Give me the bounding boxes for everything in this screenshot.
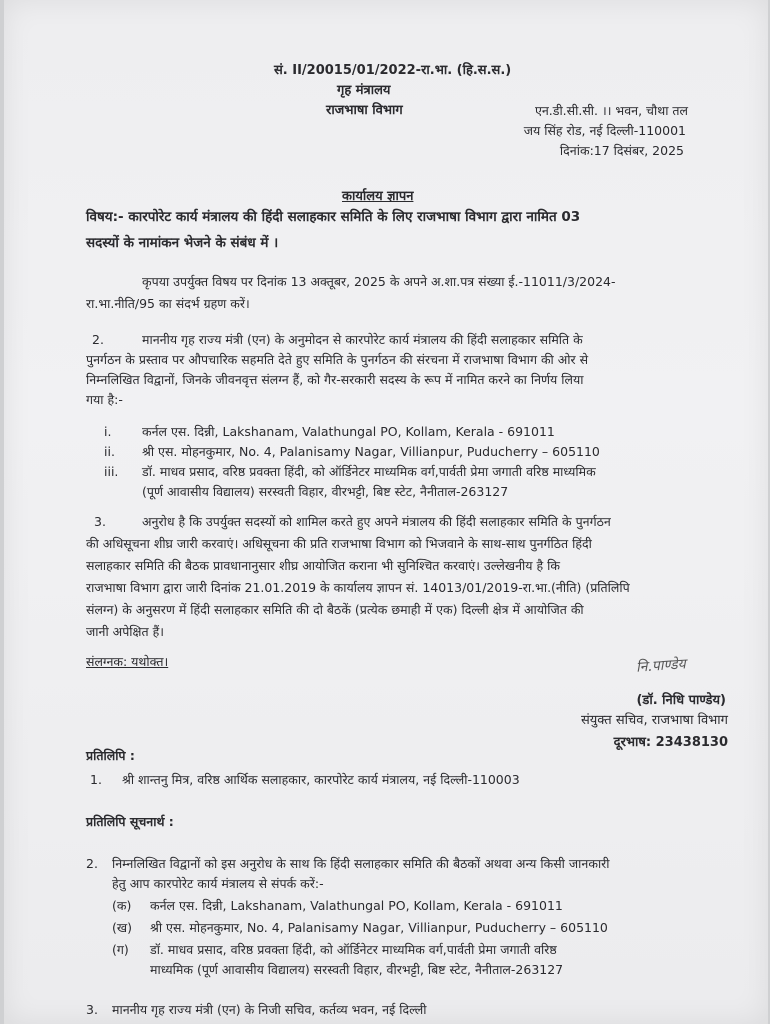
handwritten-signature: नि.पाण्डेय: [635, 656, 687, 676]
nominee-3: डॉ. माधव प्रसाद, वरिष्ठ प्रवक्ता हिंदी, को ऑर्डिनेटर माध्यमिक वर्ग,पार्वती प्रेमा जगाती वरिष्ठ माध्यमिक: [142, 464, 596, 479]
para3-line-4: राजभाषा विभाग द्वारा जारी दिनांक 21.01.2019 के कार्यालय ज्ञापन सं. 14013/01/2019-रा.भा.(नीति) (प्रतिलिपि: [86, 580, 630, 595]
subject-line-1: विषय:- कारपोरेट कार्य मंत्रालय की हिंदी सलाहकार समिति के लिए राजभाषा विभाग द्वारा नामित 03: [86, 209, 581, 225]
copy-to-recipient: श्री शान्तनु मित्र, वरिष्ठ आर्थिक सलाहकार, कारपोरेट कार्य मंत्रालय, नई दिल्ली-110003: [122, 772, 520, 787]
nominee-list: [104, 422, 744, 502]
para3-line-3: सलाहकार समिति की बैठक प्रावधानानुसार शीघ्र आयोजित कराना भी सुनिश्चित करवाएं। उल्लेखनीय है कि: [86, 558, 560, 573]
subitem-ga-number: (ग): [112, 942, 129, 957]
nominee-2-number: ii.: [104, 444, 115, 459]
memo-title: कार्यालय ज्ञापन: [342, 189, 414, 204]
subitem-ga: डॉ. माधव प्रसाद, वरिष्ठ प्रवक्ता हिंदी, को ऑर्डिनेटर माध्यमिक वर्ग,पार्वती प्रेमा जगाती वरिष्ठ: [150, 942, 557, 957]
copy-info-sublist: [112, 896, 752, 984]
signatory-designation: संयुक्त सचिव, राजभाषा विभाग: [580, 713, 728, 728]
enclosure-note: संलग्नक: यथोक्त।: [86, 654, 169, 669]
date-line: दिनांक:17 दिसंबर, 2025: [559, 143, 684, 158]
copy-info-heading: प्रतिलिपि सूचनार्थ :: [86, 814, 174, 829]
para3-number: 3.: [94, 514, 106, 529]
copy-to-number: 1.: [90, 772, 102, 787]
para3-line-6: जानी अपेक्षित हैं।: [86, 624, 164, 639]
address-line-1: एन.डी.सी.सी. ।। भवन, चौथा तल: [534, 103, 688, 118]
nominee-3-cont: (पूर्ण आवासीय विद्यालय) सरस्वती विहार, वीरभट्टी, बिष्ट स्टेट, नैनीताल-263127: [142, 484, 509, 499]
para3-line-5: संलग्न) के अनुसरण में हिंदी सलाहकार समिति की दो बैठकें (प्रत्येक छमाही में एक) दिल्ली क्षेत्र में आयोजित की: [86, 602, 584, 617]
para3-line-1: अनुरोध है कि उपर्युक्त सदस्यों को शामिल करते हुए अपने मंत्रालय की हिंदी सलाहकार समिति के पुनर्गठन: [142, 514, 611, 529]
subitem-kha: श्री एस. मोहनकुमार, No. 4, Palanisamy Nagar, Villianpur, Puducherry – 605110: [150, 920, 608, 935]
para1-line-1: कृपया उपर्युक्त विषय पर दिनांक 13 अक्तूबर, 2025 के अपने अ.शा.पत्र संख्या ई.-11011/3/2024-: [142, 274, 616, 289]
subitem-ka-number: (क): [112, 898, 132, 913]
copy-info-item3: माननीय गृह राज्य मंत्री (एन) के निजी सचिव, कर्तव्य भवन, नई दिल्ली: [112, 1002, 427, 1017]
signatory-name: (डॉ. निधि पाण्डेय): [636, 693, 726, 708]
para1-line-2: रा.भा.नीति/95 का संदर्भ ग्रहण करें।: [86, 296, 250, 311]
para2-line-2: पुनर्गठन के प्रस्ताव पर औपचारिक सहमति देते हुए समिति के पुनर्गठन की संरचना में राजभाषा विभाग की ओर से: [86, 352, 589, 367]
para2-number: 2.: [92, 332, 104, 347]
para2-line-4: गया है:-: [86, 392, 123, 407]
subitem-kha-number: (ख): [112, 920, 132, 935]
department-name: राजभाषा विभाग: [326, 103, 403, 118]
subitem-ka: कर्नल एस. दिन्नी, Lakshanam, Valathungal PO, Kollam, Kerala - 691011: [150, 898, 563, 913]
address-line-2: जय सिंह रोड, नई दिल्ली-110001: [523, 123, 686, 138]
ministry-name: गृह मंत्रालय: [337, 83, 391, 98]
reference-number: सं. II/20015/01/2022-रा.भा. (हि.स.स.): [274, 63, 512, 78]
para2-line-1: माननीय गृह राज्य मंत्री (एन) के अनुमोदन से कारपोरेट कार्य मंत्रालय की हिंदी सलाहकार समिति के: [142, 332, 583, 347]
subitem-ga-cont: माध्यमिक (पूर्ण आवासीय विद्यालय) सरस्वती विहार, वीरभट्टी, बिष्ट स्टेट, नैनीताल-263127: [150, 962, 564, 977]
para3-line-2: की अधिसूचना शीघ्र जारी करवाएं। अधिसूचना की प्रति राजभाषा विभाग को भिजवाने के साथ-साथ पुनर्गठित हिंदी: [86, 536, 592, 551]
copy-info-item2-line-2: हेतु आप कारपोरेट कार्य मंत्रालय से संपर्क करें:-: [112, 876, 324, 891]
para2-line-3: निम्नलिखित विद्वानों, जिनके जीवनवृत्त संलग्न हैं, को गैर-सरकारी सदस्य के रूप में नामित करने का निर्णय लिया: [86, 372, 584, 387]
signatory-phone: दूरभाष: 23438130: [613, 735, 728, 750]
copy-info-item2-line-1: निम्नलिखित विद्वानों को इस अनुरोध के साथ कि हिंदी सलाहकार समिति की बैठकों अथवा अन्य किसी जानकारी: [112, 856, 610, 871]
nominee-1: कर्नल एस. दिन्नी, Lakshanam, Valathungal PO, Kollam, Kerala - 691011: [142, 424, 555, 439]
nominee-3-number: iii.: [104, 464, 119, 479]
subject-line-2: सदस्यों के नामांकन भेजने के संबंध में ।: [86, 235, 279, 251]
nominee-1-number: i.: [104, 424, 112, 439]
document-page: [4, 0, 768, 1024]
copy-info-item2-number: 2.: [86, 856, 98, 871]
copy-info-item3-number: 3.: [86, 1002, 98, 1017]
nominee-2: श्री एस. मोहनकुमार, No. 4, Palanisamy Nagar, Villianpur, Puducherry – 605110: [142, 444, 600, 459]
copy-to-heading: प्रतिलिपि :: [86, 748, 135, 763]
